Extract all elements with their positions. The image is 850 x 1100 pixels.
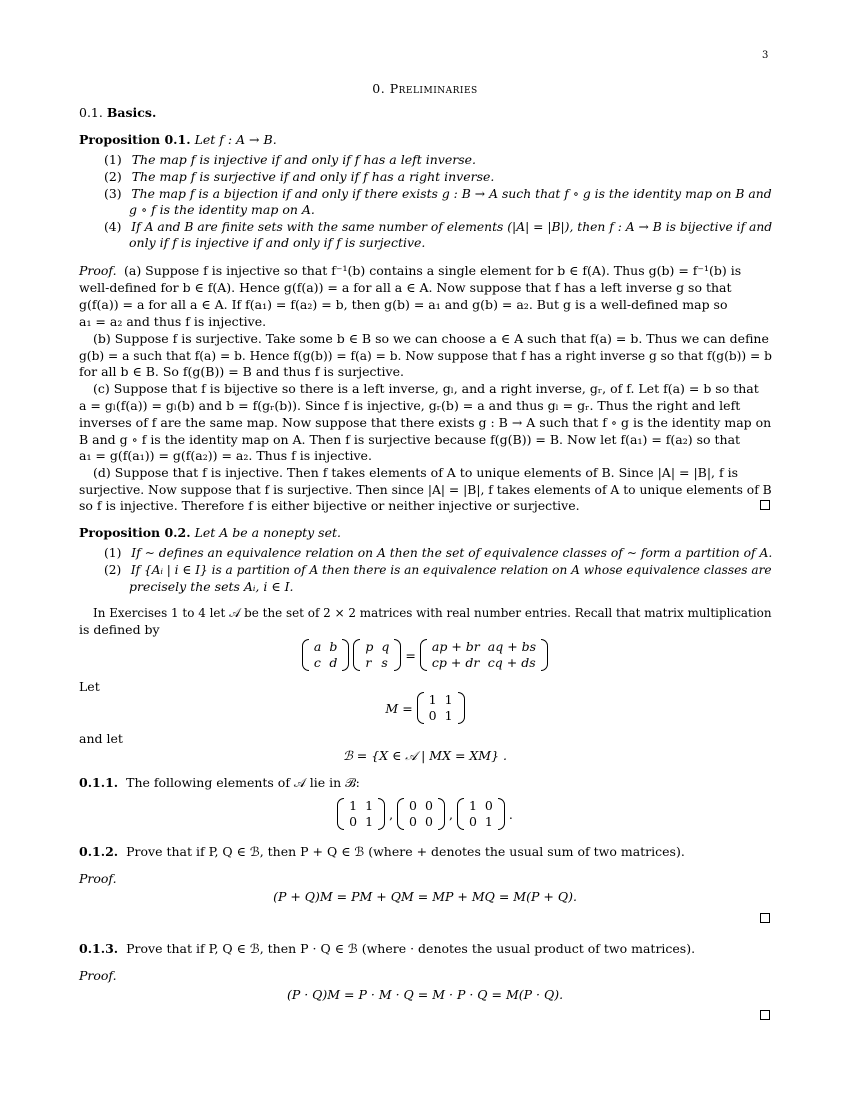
matrix-M: 1 1 0 1 — [417, 692, 465, 724]
list-item — [104, 168, 494, 185]
exercises-intro-line: is defined by — [79, 622, 160, 637]
qed-box — [760, 500, 770, 510]
proof-label: Proof. — [79, 263, 117, 278]
proof-text-line: B and g ∘ f is the identity map on A. Then f is surjective because f(g(B)) = B. Now let f(a₁) = f(a₂) so that — [79, 432, 741, 447]
item-number: (2) — [104, 169, 122, 184]
matrix-multiplication-equation — [0, 639, 850, 671]
proof-text-line: (b) Suppose f is surjective. Take some b ∈ B so we can choose a ∈ A such that f(a) = b. Thus we can define — [93, 331, 769, 346]
matrix-product: ap + br aq + bs cp + dr cq + ds — [420, 639, 548, 671]
set-B-definition: ℬ = {X ∈ 𝒜 | MX = XM} . — [343, 748, 507, 763]
item-text: The map f is a bijection if and only if there exists g : B → A such that f ∘ g is the identity map on B and — [131, 186, 772, 201]
proof-text-line: a₁ = a₂ and thus f is injective. — [79, 314, 267, 329]
exercise-text: The following elements of 𝒜 lie in ℬ: — [126, 775, 360, 790]
period: . — [508, 806, 513, 822]
proof-text-line: (c) Suppose that f is bijective so there is a left inverse, gₗ, and a right inverse, gᵣ, of f. Let f(a) = b so that — [93, 381, 759, 396]
proof-text-line: inverses of f are the same map. Now suppose that there exists g : B → A such that f ∘ g is the identity map on — [79, 415, 772, 430]
proof-label: Proof. — [79, 968, 117, 983]
list-item-continuation: only if f is injective if and only if f is surjective. — [129, 235, 426, 250]
exercise-number: 0.1.2. — [79, 844, 119, 859]
matrix-M-name: M = — [385, 700, 413, 716]
let-label: Let — [79, 679, 100, 694]
proof-text-line: surjective. Now suppose that f is surjective. Then since |A| = |B|, f takes elements of A to unique elements of B — [79, 482, 772, 497]
list-item-continuation: g ∘ f is the identity map on A. — [129, 202, 315, 217]
item-number: (3) — [104, 186, 122, 201]
item-text: If A and B are finite sets with the same number of elements (|A| = |B|), then f : A → B is bijective if and — [131, 219, 773, 234]
exercise-2 — [79, 843, 685, 860]
subsection-heading — [79, 104, 156, 121]
qed-box — [760, 913, 770, 923]
exercise-text: Prove that if P, Q ∈ ℬ, then P · Q ∈ ℬ (where · denotes the usual product of two matrices). — [126, 941, 696, 956]
exercises-intro-line: In Exercises 1 to 4 let 𝒜 be the set of 2 × 2 matrices with real number entries. Recall that matrix multiplication — [93, 605, 772, 620]
item-text: The map f is surjective if and only if f has a right inverse. — [131, 169, 495, 184]
item-text: The map f is injective if and only if f has a left inverse. — [131, 152, 476, 167]
item-number: (1) — [104, 152, 122, 167]
proposition-1-statement: Let f : A → B. — [194, 132, 277, 147]
proposition-2-label: Proposition 0.2. — [79, 525, 191, 540]
matrix-M-definition — [0, 692, 850, 724]
exercise-text: Prove that if P, Q ∈ ℬ, then P + Q ∈ ℬ (where + denotes the usual sum of two matrices). — [126, 844, 685, 859]
item-text: If {Aᵢ | i ∈ I} is a partition of A then there is an equivalence relation on A whose equivalence classes are — [130, 562, 772, 577]
matrix: 1 1 0 1 — [337, 798, 385, 830]
exercise-number: 0.1.3. — [79, 941, 119, 956]
proposition-2-heading — [79, 524, 341, 541]
proof-equation: (P + Q)M = PM + QM = MP + MQ = M(P + Q). — [273, 889, 577, 904]
proof-text-line: g(b) = a such that f(a) = b. Hence f(g(b)) = f(a) = b. Now suppose that f has a right inverse g so that f(g(b)) = b — [79, 348, 772, 363]
list-item — [104, 185, 772, 202]
item-number: (1) — [104, 545, 122, 560]
proposition-1-heading — [79, 131, 277, 148]
subsection-number: 0.1. — [79, 105, 103, 120]
comma: , — [389, 806, 394, 822]
list-item — [104, 561, 772, 578]
proof-text-line: a₁ = g(f(a₁)) = g(f(a₂)) = a₂. Thus f is injective. — [79, 448, 372, 463]
list-item — [104, 218, 772, 235]
proposition-1-label: Proposition 0.1. — [79, 132, 191, 147]
page-number: 3 — [762, 50, 769, 61]
matrix-ab: a b c d — [302, 639, 349, 671]
proof-text-line: well-defined for b ∈ f(A). Hence g(f(a)) = a for all a ∈ A. Now suppose that f has a left inverse g so that — [79, 280, 732, 295]
proof-text-line: (a) Suppose f is injective so that f⁻¹(b) contains a single element for b ∈ f(A). Thus g(b) = f⁻¹(b) is — [124, 263, 742, 278]
qed-box — [760, 1010, 770, 1020]
exercise-1 — [79, 774, 360, 791]
proof-text-line: (d) Suppose that f is injective. Then f takes elements of A to unique elements of B. Since |A| = |B|, f is — [93, 465, 739, 480]
matrix: 1 0 0 1 — [457, 798, 505, 830]
comma: , — [448, 806, 453, 822]
section-title: 0. Preliminaries — [372, 81, 478, 96]
item-text: If ∼ defines an equivalence relation on A then the set of equivalence classes of ∼ form a partition of A. — [131, 545, 773, 560]
item-number: (2) — [104, 562, 122, 577]
list-item — [104, 544, 772, 561]
proof-label: Proof. — [79, 871, 117, 886]
list-item-continuation: precisely the sets Aᵢ, i ∈ I. — [129, 579, 294, 594]
proposition-2-statement: Let A be a nonepty set. — [194, 525, 341, 540]
proof-text-line: g(f(a)) = a for all a ∈ A. If f(a₁) = f(a₂) = b, then g(b) = a₁ and g(b) = a₂. But g is a well-defined map so — [79, 297, 728, 312]
and-let-label: and let — [79, 731, 123, 746]
equals-sign: = — [405, 647, 416, 663]
list-item — [104, 151, 476, 168]
proof-text-line: a = gₗ(f(a)) = gₗ(b) and b = f(gᵣ(b)). Since f is injective, gᵣ(b) = a and thus gₗ = gᵣ. Thus the right and left — [79, 398, 741, 413]
exercise-number: 0.1.1. — [79, 775, 119, 790]
matrix-pq: p q r s — [353, 639, 401, 671]
matrices-in-B — [0, 798, 850, 830]
proof-text-line: so f is injective. Therefore f is either bijective or neither injective or surjective. — [79, 498, 580, 513]
item-number: (4) — [104, 219, 122, 234]
proof-text-line: for all b ∈ B. So f(g(B)) = B and thus f is surjective. — [79, 364, 404, 379]
matrix: 0 0 0 0 — [397, 798, 445, 830]
exercise-3 — [79, 940, 695, 957]
subsection-title: Basics. — [106, 105, 157, 120]
proof-equation: (P · Q)M = P · M · Q = M · P · Q = M(P · Q). — [286, 987, 564, 1002]
